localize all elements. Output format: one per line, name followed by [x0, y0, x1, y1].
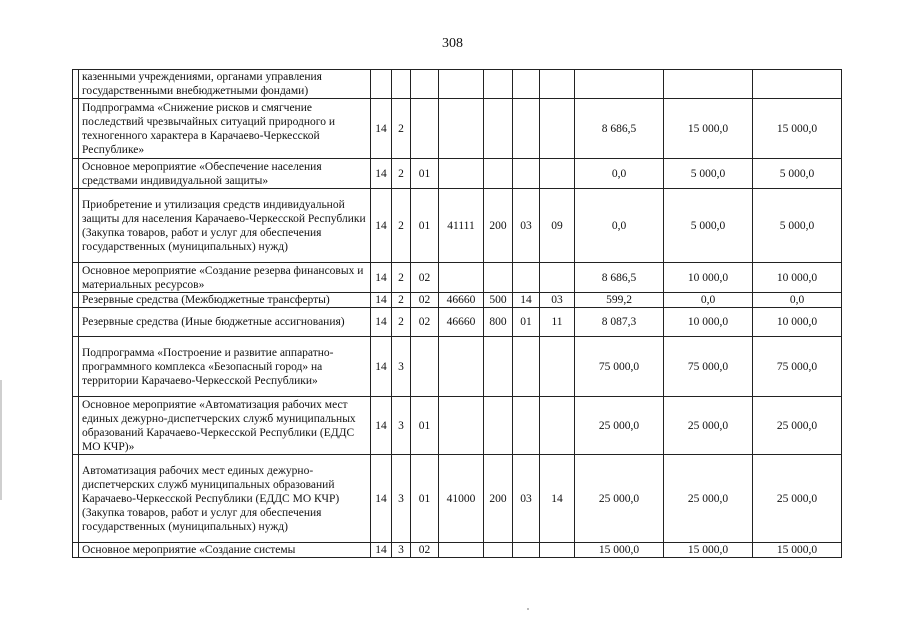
amount-cell: 0,0 — [753, 293, 842, 308]
table-row — [73, 397, 842, 455]
code-cell — [540, 543, 575, 558]
amount-cell: 5 000,0 — [664, 159, 753, 189]
code-cell — [484, 99, 513, 159]
table-row — [73, 455, 842, 543]
row-name-cell: Основное мероприятие «Автоматизация рабочих мест единых дежурно-диспетчерских служб муниципальных образований Карачаево-Черкесской Республики (ЕДДС МО КЧР)» — [79, 397, 371, 455]
code-cell — [484, 263, 513, 293]
table-row — [73, 293, 842, 308]
row-name-cell: Приобретение и утилизация средств индивидуальной защиты для населения Карачаево-Черкесской Республики (Закупка товаров, работ и услуг для обеспечения государственных (муниципальных) нужд) — [79, 189, 371, 263]
amount-cell: 15 000,0 — [753, 543, 842, 558]
amount-cell: 75 000,0 — [575, 337, 664, 397]
code-cell — [513, 159, 540, 189]
code-cell: 14 — [371, 455, 392, 543]
amount-cell: 0,0 — [575, 159, 664, 189]
code-cell — [439, 159, 484, 189]
code-cell — [513, 70, 540, 99]
amount-cell: 25 000,0 — [753, 397, 842, 455]
row-name-cell: Основное мероприятие «Обеспечение населения средствами индивидуальной защиты» — [79, 159, 371, 189]
page-number: 308 — [442, 36, 463, 51]
code-cell — [411, 99, 439, 159]
amount-cell: 0,0 — [575, 189, 664, 263]
scan-speck — [527, 608, 529, 610]
code-cell — [439, 543, 484, 558]
code-cell — [540, 263, 575, 293]
code-cell: 14 — [371, 189, 392, 263]
code-cell — [411, 337, 439, 397]
row-name-cell: казенными учреждениями, органами управления государственными внебюджетными фондами) — [79, 70, 371, 99]
amount-cell — [575, 70, 664, 99]
row-name-cell: Основное мероприятие «Создание резерва финансовых и материальных ресурсов» — [79, 263, 371, 293]
amount-cell: 15 000,0 — [753, 99, 842, 159]
code-cell: 2 — [392, 189, 411, 263]
amount-cell: 25 000,0 — [664, 397, 753, 455]
code-cell: 46660 — [439, 308, 484, 337]
amount-cell: 0,0 — [664, 293, 753, 308]
row-name-cell: Подпрограмма «Построение и развитие аппаратно-программного комплекса «Безопасный город» на территории Карачаево-Черкесской Республики» — [79, 337, 371, 397]
code-cell: 02 — [411, 263, 439, 293]
amount-cell: 599,2 — [575, 293, 664, 308]
code-cell: 14 — [371, 293, 392, 308]
amount-cell: 10 000,0 — [753, 308, 842, 337]
amount-cell: 25 000,0 — [664, 455, 753, 543]
code-cell — [484, 543, 513, 558]
code-cell: 3 — [392, 337, 411, 397]
row-name-cell: Подпрограмма «Снижение рисков и смягчение последствий чрезвычайных ситуаций природного и техногенного характера в Карачаево-Черкесской Республике» — [79, 99, 371, 159]
amount-cell: 10 000,0 — [664, 263, 753, 293]
code-cell — [540, 70, 575, 99]
code-cell — [484, 70, 513, 99]
code-cell: 01 — [411, 455, 439, 543]
table-row — [73, 308, 842, 337]
table-row — [73, 159, 842, 189]
code-cell: 09 — [540, 189, 575, 263]
code-cell — [392, 70, 411, 99]
amount-cell: 5 000,0 — [753, 189, 842, 263]
code-cell — [540, 99, 575, 159]
amount-cell: 15 000,0 — [664, 543, 753, 558]
table-row — [73, 70, 842, 99]
code-cell: 01 — [411, 397, 439, 455]
code-cell — [540, 397, 575, 455]
amount-cell: 10 000,0 — [753, 263, 842, 293]
table-row — [73, 263, 842, 293]
code-cell: 03 — [513, 189, 540, 263]
code-cell — [371, 70, 392, 99]
amount-cell — [664, 70, 753, 99]
code-cell — [513, 397, 540, 455]
amount-cell: 5 000,0 — [753, 159, 842, 189]
code-cell — [513, 99, 540, 159]
code-cell — [439, 263, 484, 293]
amount-cell — [753, 70, 842, 99]
amount-cell: 10 000,0 — [664, 308, 753, 337]
code-cell — [439, 99, 484, 159]
code-cell — [439, 397, 484, 455]
code-cell: 2 — [392, 263, 411, 293]
code-cell: 14 — [371, 308, 392, 337]
table-row — [73, 99, 842, 159]
code-cell: 2 — [392, 159, 411, 189]
code-cell: 03 — [540, 293, 575, 308]
code-cell: 2 — [392, 308, 411, 337]
code-cell — [540, 159, 575, 189]
code-cell: 2 — [392, 293, 411, 308]
table-row — [73, 337, 842, 397]
code-cell — [484, 397, 513, 455]
code-cell: 14 — [371, 263, 392, 293]
code-cell: 14 — [371, 159, 392, 189]
table-body — [73, 70, 842, 558]
code-cell — [540, 337, 575, 397]
code-cell: 200 — [484, 455, 513, 543]
code-cell: 11 — [540, 308, 575, 337]
code-cell: 3 — [392, 397, 411, 455]
amount-cell: 5 000,0 — [664, 189, 753, 263]
code-cell: 200 — [484, 189, 513, 263]
amount-cell: 25 000,0 — [575, 455, 664, 543]
table-row — [73, 189, 842, 263]
code-cell: 14 — [540, 455, 575, 543]
code-cell: 01 — [411, 189, 439, 263]
amount-cell: 15 000,0 — [575, 543, 664, 558]
scan-edge — [0, 380, 2, 500]
code-cell: 3 — [392, 543, 411, 558]
budget-table — [72, 69, 842, 558]
code-cell: 500 — [484, 293, 513, 308]
code-cell: 02 — [411, 293, 439, 308]
amount-cell: 75 000,0 — [664, 337, 753, 397]
code-cell: 01 — [513, 308, 540, 337]
code-cell — [439, 337, 484, 397]
row-name-cell: Резервные средства (Иные бюджетные ассигнования) — [79, 308, 371, 337]
code-cell: 46660 — [439, 293, 484, 308]
amount-cell: 8 686,5 — [575, 263, 664, 293]
code-cell — [513, 337, 540, 397]
row-name-cell: Автоматизация рабочих мест единых дежурно-диспетчерских служб муниципальных образований Карачаево-Черкесской Республики (ЕДДС МО КЧР) (Закупка товаров, работ и услуг для обеспечения государственных (муниципальных) нужд) — [79, 455, 371, 543]
code-cell: 41000 — [439, 455, 484, 543]
amount-cell: 8 686,5 — [575, 99, 664, 159]
table-row — [73, 543, 842, 558]
code-cell: 800 — [484, 308, 513, 337]
amount-cell: 8 087,3 — [575, 308, 664, 337]
code-cell: 02 — [411, 543, 439, 558]
code-cell: 02 — [411, 308, 439, 337]
amount-cell: 15 000,0 — [664, 99, 753, 159]
row-name-cell: Основное мероприятие «Создание системы — [79, 543, 371, 558]
code-cell — [513, 263, 540, 293]
code-cell: 01 — [411, 159, 439, 189]
row-name-cell: Резервные средства (Межбюджетные трансферты) — [79, 293, 371, 308]
code-cell: 14 — [513, 293, 540, 308]
code-cell — [513, 543, 540, 558]
code-cell: 41111 — [439, 189, 484, 263]
code-cell: 14 — [371, 543, 392, 558]
amount-cell: 25 000,0 — [753, 455, 842, 543]
code-cell: 3 — [392, 455, 411, 543]
amount-cell: 25 000,0 — [575, 397, 664, 455]
code-cell: 14 — [371, 397, 392, 455]
code-cell: 03 — [513, 455, 540, 543]
code-cell — [484, 337, 513, 397]
code-cell — [484, 159, 513, 189]
code-cell: 2 — [392, 99, 411, 159]
code-cell: 14 — [371, 99, 392, 159]
code-cell — [439, 70, 484, 99]
code-cell — [411, 70, 439, 99]
amount-cell: 75 000,0 — [753, 337, 842, 397]
code-cell: 14 — [371, 337, 392, 397]
